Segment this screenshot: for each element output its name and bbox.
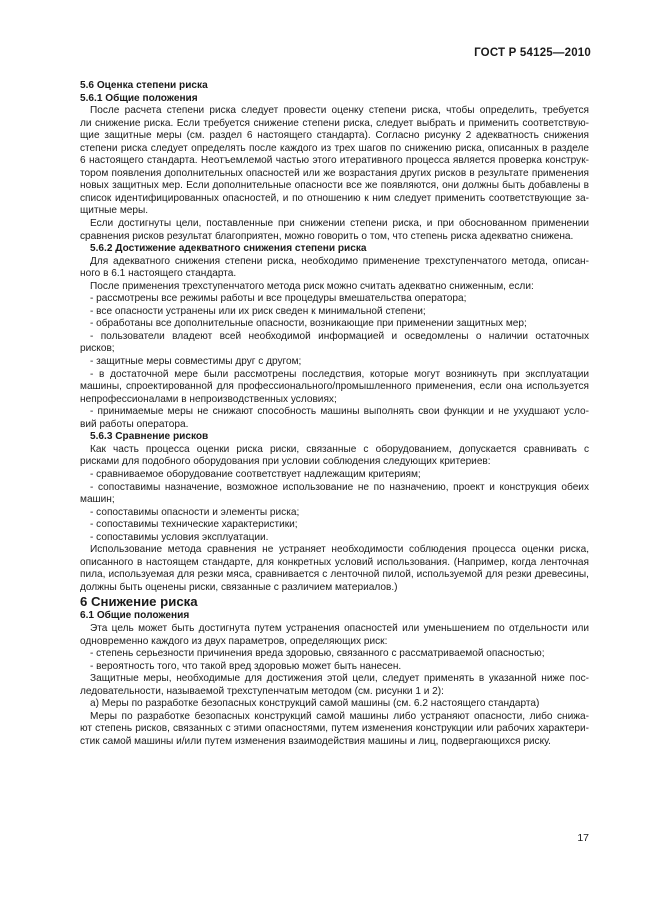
list-item: - рассмотрены все режимы работы и все процедуры вмешательства оператора; [90, 293, 467, 305]
text-line: рисков; [80, 343, 115, 355]
text-line: Защитные меры, необходимые для достижения этой цели, следует применять в указанной ниже пос- [90, 673, 589, 685]
text-line: непрофессионалами в непроизводственных условиях; [80, 393, 337, 405]
list-item: - обработаны все дополнительные опасности, возникающие при применении защитных мер; [90, 318, 527, 330]
heading-5-6-3: 5.6.3 Сравнение рисков [90, 431, 209, 443]
heading-5-6: 5.6 Оценка степени риска [80, 80, 208, 91]
text-line: 6 настоящего стандарта. Неотъемлемой частью этого итеративного процесса является проверка конструк- [80, 155, 589, 167]
text-line: описанного в настоящем стандарте, для конкретных условий использования. (Например, когда ленточная [80, 556, 589, 568]
text-line: щитные меры. [80, 205, 149, 217]
text-line: вий работы оператора. [80, 418, 189, 430]
text-line: Как часть процесса оценки риска риски, связанные с оборудованием, допускается сравнивать с [90, 443, 589, 455]
text-line: стик самой машины и/или путем изменения взаимодействия машины и лиц, подвергающихся риску. [80, 735, 551, 747]
text-line: Эта цель может быть достигнута путем устранения опасностей или уменьшением по отдельности или [90, 622, 589, 634]
text-line: ледовательности, называемой трехступенчатым методом (см. рисунки 1 и 2): [80, 685, 444, 697]
list-item: - сопоставимы назначение, возможное использование не по назначению, проект и конструкция обеих [90, 481, 589, 493]
standard-code: ГОСТ Р 54125—2010 [474, 47, 591, 59]
list-item: - все опасности устранены или их риск сведен к минимальной степени; [90, 305, 426, 317]
list-item: а) Меры по разработке безопасных конструкций самой машины (см. 6.2 настоящего стандарта) [90, 698, 540, 710]
text-line: Меры по разработке безопасных конструкций самой машины либо устраняют опасности, либо снижа- [90, 710, 589, 722]
text-line: Если достигнуты цели, поставленные при снижении степени риска, и при обоснованном применении [90, 218, 589, 230]
text-line: ют степень рисков, связанных с этими опасностями, путем изменения конструкции или рабочих характери- [80, 723, 589, 735]
text-line: сравнения рисков результат благоприятен, можно говорить о том, что степень риска адекватно снижена. [80, 230, 574, 242]
text-line: ли снижение риска. Если требуется снижение степени риска, следует выбрать и применить соответствую- [80, 117, 589, 129]
text-line: новых защитных мер. Если дополнительные опасности все же появляются, они должны быть добавлены в [80, 180, 589, 192]
list-item: - степень серьезности причинения вреда здоровью, связанного с рассматриваемой опасностью; [90, 648, 545, 660]
text-line: Использование метода сравнения не устраняет необходимости соблюдения процесса оценки риска, [90, 544, 589, 556]
text-line: рисками для подобного оборудования при условии соблюдения следующих критериев: [80, 456, 491, 468]
text-line: список идентифицированных опасностей, и по отношению к ним следует применить соответствующие за- [80, 192, 589, 204]
document-body [80, 80, 589, 748]
text-line: машины, спроектированной для профессионального/промышленного применения, если она используется [80, 381, 589, 393]
text-line: должны быть оценены риски, связанные с различием материалов.) [80, 581, 398, 593]
list-item: - сопоставимы опасности и элементы риска; [90, 506, 300, 518]
list-item: - в достаточной мере были рассмотрены последствия, которые могут возникнуть при эксплуатации [90, 368, 589, 380]
text-line: щие защитные меры (см. раздел 6 настоящего стандарта). Согласно рисунку 2 адекватность снижения [80, 130, 589, 142]
text-line: машин; [80, 494, 115, 506]
list-item: - сравниваемое оборудование соответствует надлежащим критериям; [90, 468, 421, 480]
text-line: После расчета степени риска следует провести оценку степени риска, чтобы определить, требуется [90, 105, 589, 117]
list-item: - принимаемые меры не снижают способность машины выполнять свои функции и не ухудшают усло- [90, 406, 589, 418]
heading-6-1: 6.1 Общие положения [80, 610, 190, 622]
text-line: пила, используемая для резки мяса, сравнивается с ленточной пилой, используемой для резки древесины, [80, 569, 589, 581]
text-line: тором появления дополнительных опасностей или же возрастания других рисков в результате применения [80, 167, 589, 179]
text-line: ного в 6.1 настоящего стандарта. [80, 268, 237, 280]
heading-6: 6 Снижение риска [80, 594, 198, 610]
text-line: одновременно каждого из двух параметров, определяющих риск: [80, 635, 388, 647]
list-item: - защитные меры совместимы друг с другом; [90, 356, 302, 368]
page-number: 17 [577, 832, 589, 844]
list-item: - пользователи владеют всей необходимой информацией и осведомлены о наличии остаточных [90, 330, 589, 342]
list-item: - сопоставимы технические характеристики; [90, 519, 298, 531]
text-line: Для адекватного снижения степени риска, необходимо применение трехступенчатого метода, описан- [90, 255, 589, 267]
heading-5-6-2: 5.6.2 Достижение адекватного снижения степени риска [90, 243, 367, 255]
list-item: - вероятность того, что такой вред здоровью может быть нанесен. [90, 660, 402, 672]
text-line: степени риска следует определять после каждого из трех шагов по снижению риска, описанных в разделе [80, 142, 589, 154]
heading-5-6-1: 5.6.1 Общие положения [80, 92, 198, 104]
text-line: После применения трехступенчатого метода риск можно считать адекватно сниженным, если: [90, 280, 534, 292]
list-item: - сопоставимы условия эксплуатации. [90, 531, 269, 543]
